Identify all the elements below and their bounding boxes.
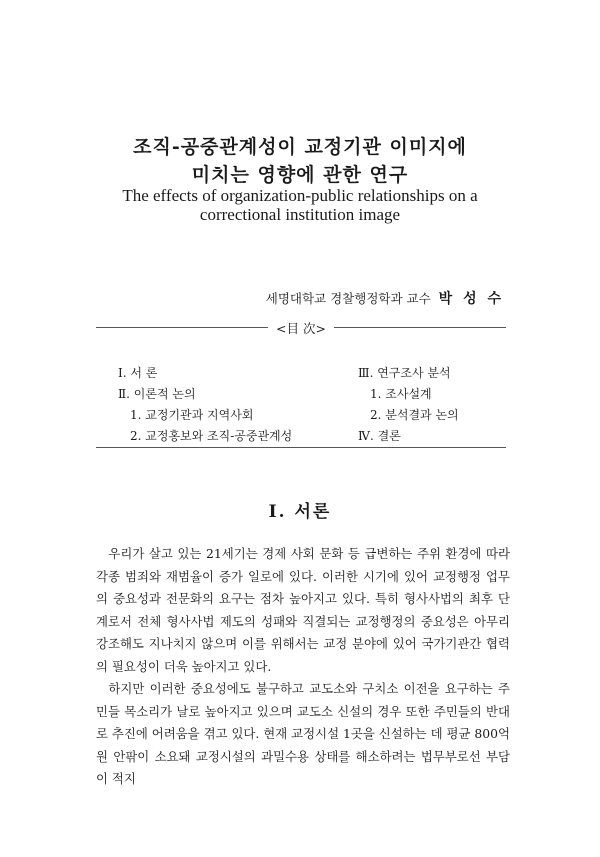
toc-subitem: 2. 분석결과 논의 bbox=[370, 408, 459, 422]
toc-subitem: 1. 교정기관과 지역사회 bbox=[130, 408, 254, 422]
body-text bbox=[96, 543, 510, 791]
toc-heading bbox=[96, 319, 506, 337]
toc-item: Ⅱ. 이론적 논의 bbox=[118, 387, 196, 401]
paragraph: 우리가 살고 있는 21세기는 경제 사회 문화 등 급변하는 주위 환경에 따라 각종 범죄와 재범율이 증가 일로에 있다. 이러한 시기에 있어 교정행정 업무의 중요성과 전문화의 요구는 점차 높아지고 있다. 특히 형사사법의 최후 단계로서 전체 형사사법 제도의 성패와 직결되는 교정행정의 중요성은 아무리 강조해도 지나치지 않으며 이를 위해서는 교정 분야에 있어 국가기관간 협력의 필요성이 더욱 높아지고 있다. bbox=[96, 546, 510, 674]
korean-title-line-1: 조직-공중관계성이 교정기관 이미지에 bbox=[133, 136, 467, 158]
toc-item: Ⅳ. 결론 bbox=[358, 429, 401, 443]
english-title-line-1: The effects of organization-public relationships on a bbox=[122, 186, 478, 205]
toc-subitem: 1. 조사설계 bbox=[370, 387, 432, 401]
english-title-line-2: correctional institution image bbox=[199, 205, 401, 224]
author-line bbox=[266, 288, 504, 308]
toc-right-column bbox=[358, 363, 459, 447]
table-of-contents bbox=[96, 321, 506, 448]
korean-title-line-2: 미치는 영향에 관한 연구 bbox=[191, 164, 409, 186]
section-heading: Ⅰ. 서론 bbox=[268, 502, 332, 522]
toc-left-column bbox=[118, 363, 292, 447]
toc-item: Ⅲ. 연구조사 분석 bbox=[358, 366, 451, 380]
paragraph: 하지만 이러한 중요성에도 불구하고 교도소와 구치소 이전을 요구하는 주민들 목소리가 날로 높아지고 있으며 교도소 신설의 경우 또한 주민들의 반대로 추진에 어려움을 겪고 있다. 현재 교정시설 1곳을 신설하는 데 평균 800억원 안팎이 소요돼 교정시설의 과밀수용 상태를 해소하려는 법무부로선 부담이 적지 bbox=[96, 681, 510, 786]
author-name: 박 성 수 bbox=[438, 291, 504, 307]
toc-heading-text: <目 次> bbox=[268, 321, 334, 336]
toc-item: Ⅰ. 서 론 bbox=[118, 366, 158, 380]
author-affiliation: 세명대학교 경찰행정학과 교수 bbox=[265, 291, 431, 306]
toc-subitem: 2. 교정홍보와 조직-공중관계성 bbox=[130, 429, 293, 443]
